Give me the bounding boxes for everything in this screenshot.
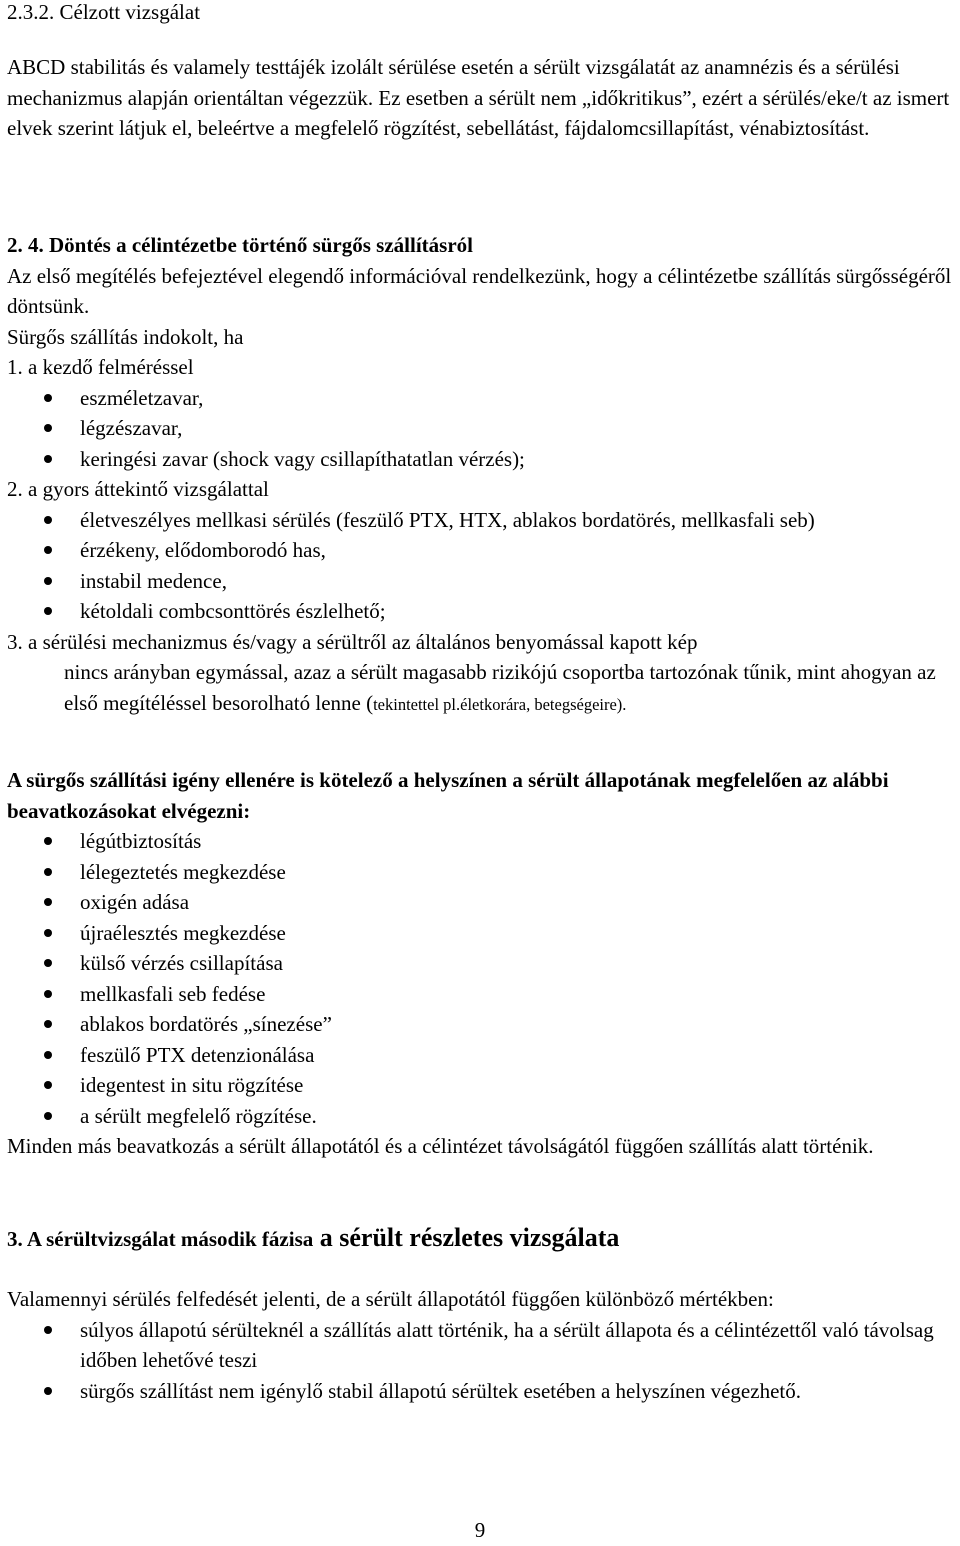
- list-item: sürgős szállítást nem igénylő stabil állapotú sérültek esetében a helyszínen végezhető.: [7, 1376, 955, 1407]
- list-item: légzészavar,: [7, 413, 955, 444]
- list-item: súlyos állapotú sérülteknél a szállítás alatt történik, ha a sérült állapota és a célintézettől való távolsag időben lehetővé teszi: [7, 1315, 955, 1376]
- list-item: újraélesztés megkezdése: [7, 918, 955, 949]
- list-item: oxigén adása: [7, 887, 955, 918]
- criteria-3-label: 3. a sérülési mechanizmus és/vagy a sérültről az általános benyomással kapott kép: [7, 629, 698, 654]
- list-item: eszméletzavar,: [7, 383, 955, 414]
- section-title: 2.3.2. Célzott vizsgálat: [7, 0, 201, 24]
- list-item: a sérült megfelelő rögzítése.: [7, 1101, 955, 1132]
- criteria-3-note: tekintettel pl.életkorára, betegségeire).: [373, 694, 627, 714]
- criteria-3-text: [7, 657, 955, 720]
- section-3-list: [7, 1315, 955, 1407]
- list-item: lélegeztetés megkezdése: [7, 857, 955, 888]
- list-item: keringési zavar (shock vagy csillapíthatatlan vérzés);: [7, 444, 955, 475]
- section-3-heading: [7, 1223, 955, 1255]
- list-item: életveszélyes mellkasi sérülés (feszülő PTX, HTX, ablakos bordatörés, mellkasfali seb): [7, 505, 955, 536]
- section-3-heading-b: a sérült részletes vizsgálata: [313, 1223, 620, 1252]
- list-item: kétoldali combcsonttörés észlelhető;: [7, 596, 955, 627]
- section-3-lead: Valamennyi sérülés felfedését jelenti, de a sérült állapotától függően különböző mértékben:: [7, 1287, 774, 1311]
- list-item: ablakos bordatörés „sínezése”: [7, 1009, 955, 1040]
- decision-lead: Az első megítélés befejeztével elegendő információval rendelkezünk, hogy a célintézetbe szállítás sürgősségéről döntsünk.: [7, 263, 952, 318]
- page-number: 9: [474, 1518, 486, 1542]
- list-item: feszülő PTX detenzionálása: [7, 1040, 955, 1071]
- criteria-2-label: 2. a gyors áttekintő vizsgálattal: [7, 477, 269, 501]
- urgent-indicated: Sürgős szállítás indokolt, ha: [7, 324, 244, 349]
- list-item: instabil medence,: [7, 566, 955, 597]
- section-3-heading-a: 3. A sérültvizsgálat második fázisa: [7, 1227, 314, 1251]
- section-3-body: [7, 1284, 955, 1406]
- mandatory-heading: A sürgős szállítási igény ellenére is kötelező a helyszínen a sérült állapotának megfelelően az alábbi beavatkozásokat elvégezni:: [7, 768, 889, 823]
- criteria-1-list: [7, 383, 955, 475]
- mandatory-closing: Minden más beavatkozás a sérült állapotától és a célintézet távolságától függően szállítás alatt történik.: [7, 1134, 874, 1158]
- list-item: külső vérzés csillapítása: [7, 948, 955, 979]
- decision-heading: 2. 4. Döntés a célintézetbe történő sürgős szállításról: [7, 233, 473, 257]
- mandatory-list: [7, 826, 955, 1131]
- list-item: érzékeny, elődomborodó has,: [7, 535, 955, 566]
- criteria-3-main: nincs arányban egymással, azaz a sérült magasabb rizikójú csoportba tartozónak tűnik, mint ahogyan az első megítéléssel besorolható lenne (: [64, 660, 936, 715]
- criteria-1-label: 1. a kezdő felméréssel: [7, 355, 194, 379]
- decision-section: [7, 230, 955, 720]
- criteria-2-list: [7, 505, 955, 627]
- list-item: légútbiztosítás: [7, 826, 955, 857]
- list-item: idegentest in situ rögzítése: [7, 1070, 955, 1101]
- list-item: mellkasfali seb fedése: [7, 979, 955, 1010]
- mandatory-section: [7, 765, 955, 1162]
- intro-paragraph: ABCD stabilitás és valamely testtájék izolált sérülése esetén a sérült vizsgálatát az anamnézis és a sérülési mechanizmus alapján orientáltan végezzük. Ez esetben a sérült nem „időkritikus”, ezért a sérülés/eke/t az ismert elvek szerint látjuk el, beleértve a megfelelő rögzítést, sebellátást, fájdalomcsillapítást, vénabiztosítást.: [7, 55, 950, 140]
